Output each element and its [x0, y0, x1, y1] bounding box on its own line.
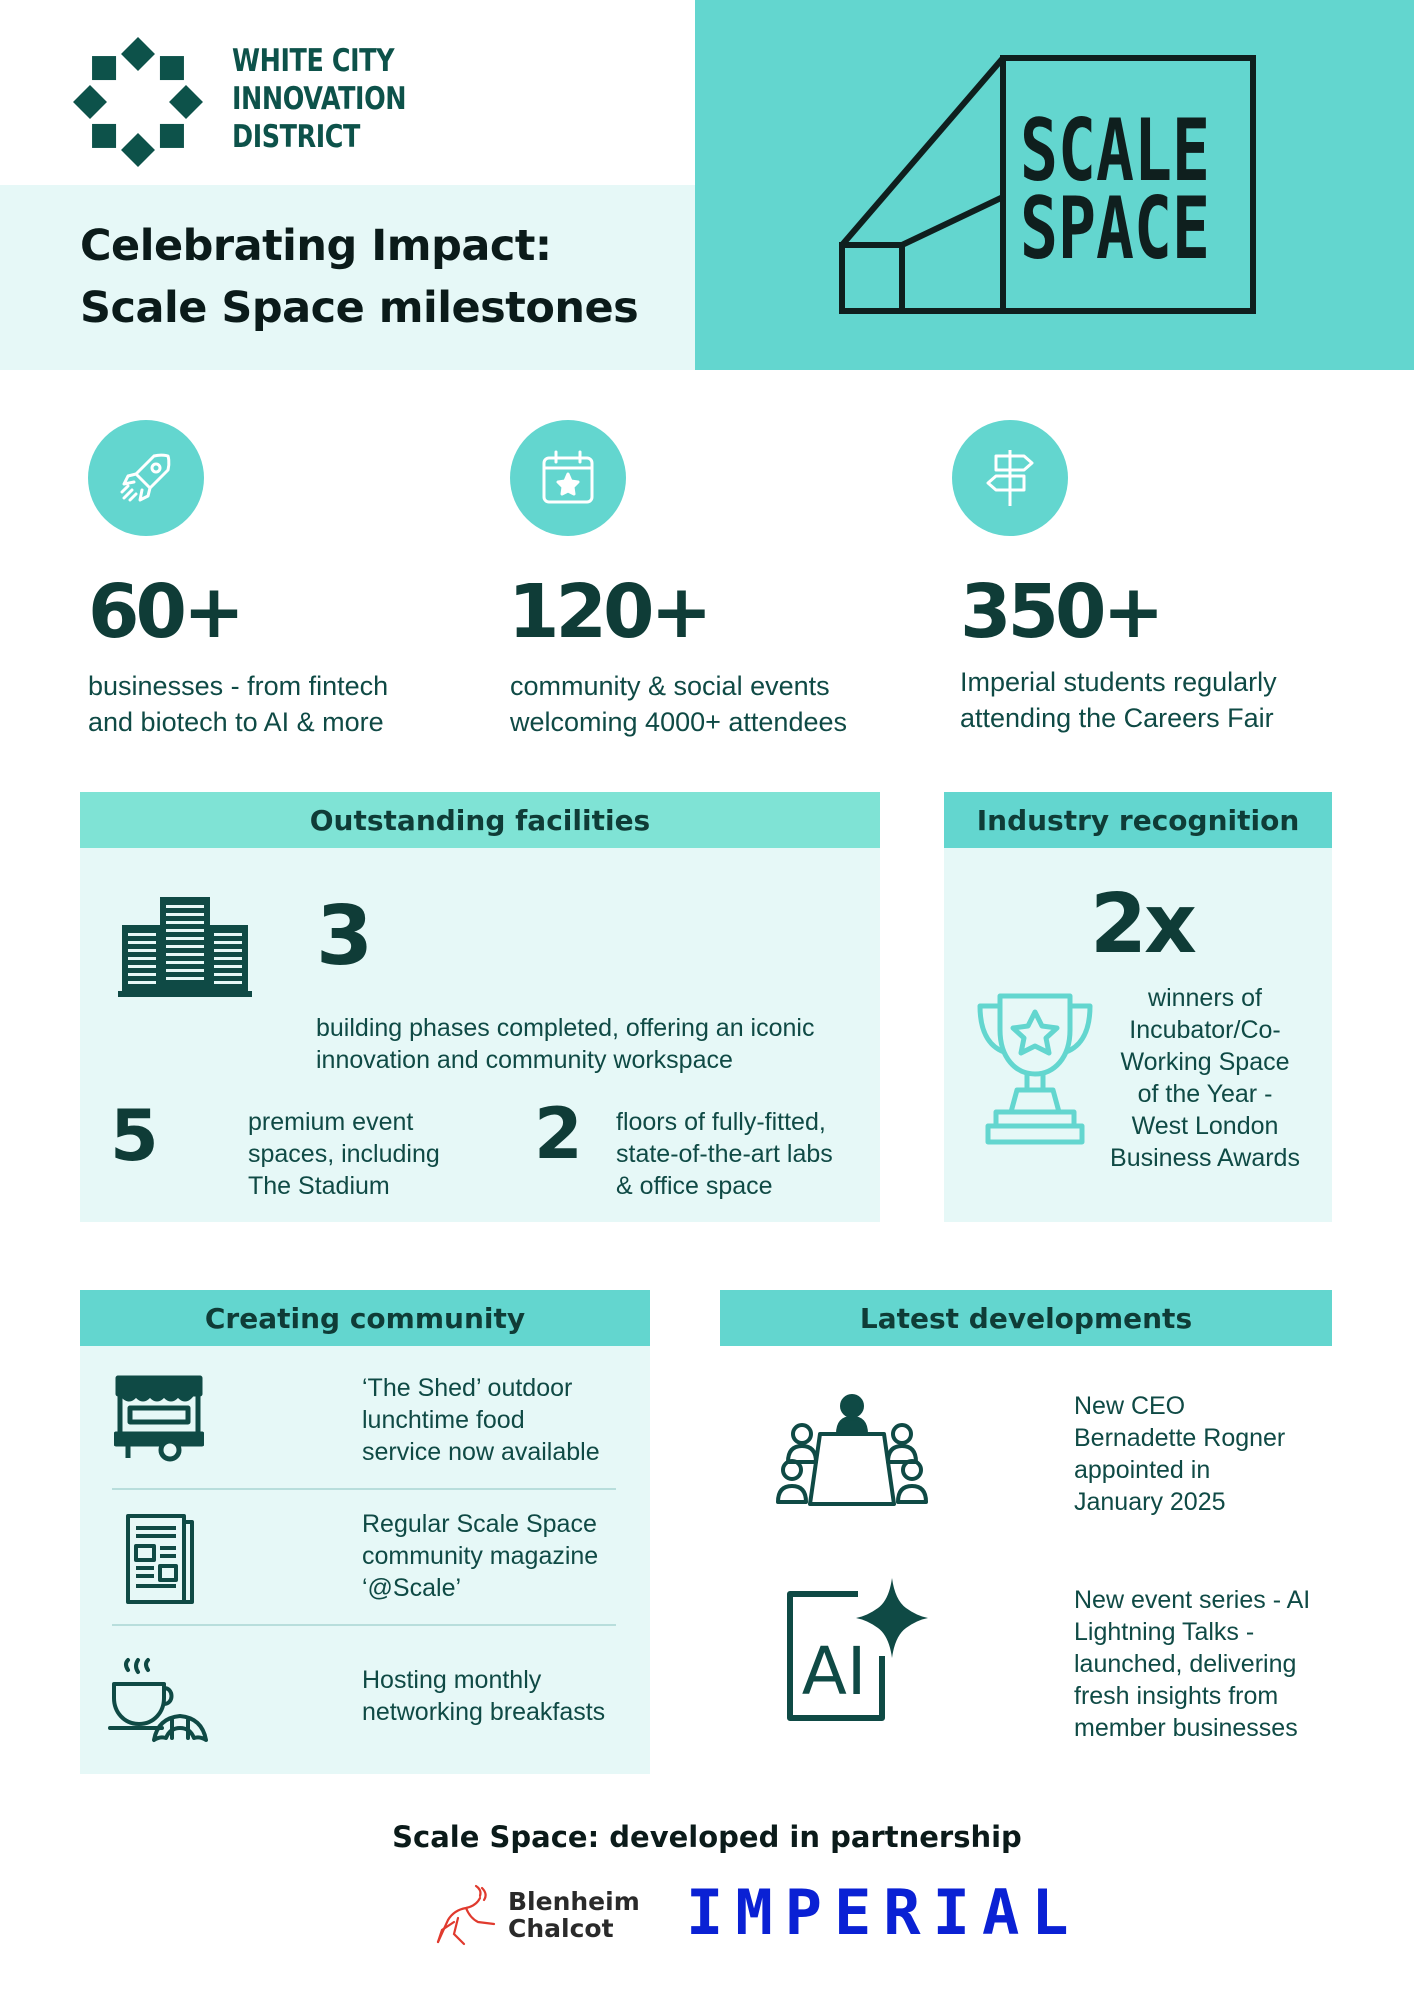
- stat-icon-circle: [510, 420, 626, 536]
- desc-line: New CEO: [1074, 1392, 1186, 1420]
- scale-space-line: SPACE: [1020, 179, 1210, 279]
- stat-description: [88, 668, 388, 740]
- scale-space-logo: [830, 52, 1260, 322]
- recognition-number: 2x: [1090, 877, 1194, 972]
- desc-line: networking breakfasts: [362, 1698, 606, 1726]
- desc-line: launched, delivering: [1074, 1650, 1297, 1678]
- desc-line: January 2025: [1074, 1488, 1226, 1516]
- calendar-star-icon: [536, 446, 600, 510]
- rocket-icon: [114, 446, 178, 510]
- footer-title: Scale Space: developed in partnership: [392, 1820, 1022, 1854]
- desc-line: New event series - AI: [1074, 1586, 1311, 1614]
- desc-line: Incubator/Co-: [1129, 1016, 1281, 1044]
- desc-line: floors of fully-fitted,: [616, 1108, 826, 1136]
- title-line: Celebrating Impact:: [80, 221, 552, 271]
- desc-line: of the Year -: [1137, 1080, 1273, 1108]
- desc-line: appointed in: [1074, 1456, 1211, 1484]
- stat-number: 60+: [88, 569, 241, 655]
- stat-number: 120+: [508, 569, 709, 655]
- stat-desc-line: businesses - from fintech: [88, 671, 389, 701]
- development-item-text: [1074, 1584, 1310, 1744]
- gazelle-logo-icon: [436, 1882, 500, 1948]
- facilities-left-number: 5: [110, 1095, 159, 1177]
- facilities-heading: Outstanding facilities: [80, 792, 880, 848]
- wcid-logo-text: [232, 42, 406, 156]
- desc-line: lunchtime food: [362, 1406, 525, 1434]
- desc-line: Bernadette Rogner: [1074, 1424, 1286, 1452]
- imperial-logo: IMPERIAL: [686, 1876, 1081, 1949]
- coffee-croissant-icon: [108, 1656, 212, 1748]
- partner-line: Chalcot: [508, 1914, 614, 1943]
- ai-sparkle-icon: [782, 1576, 930, 1726]
- desc-line: building phases completed, offering an iconic: [316, 1014, 815, 1042]
- buildings-icon: [118, 895, 252, 999]
- title-line: Scale Space milestones: [80, 283, 639, 333]
- facilities-right-number: 2: [534, 1093, 583, 1175]
- ai-icon-text: AI: [801, 1633, 867, 1710]
- desc-line: ‘The Shed’ outdoor: [362, 1374, 573, 1402]
- community-item-text: [362, 1508, 598, 1604]
- stat-number: 350+: [960, 569, 1161, 655]
- desc-line: ‘@Scale’: [362, 1574, 462, 1602]
- wcid-logo-icon: [72, 36, 204, 168]
- magazine-icon: [124, 1512, 196, 1606]
- page-title: [80, 215, 638, 339]
- stat-desc-line: welcoming 4000+ attendees: [510, 707, 847, 737]
- desc-line: Hosting monthly: [362, 1666, 542, 1694]
- facilities-right-desc: [616, 1106, 833, 1202]
- stat-desc-line: and biotech to AI & more: [88, 707, 384, 737]
- stat-description: [510, 668, 847, 740]
- blenheim-chalcot-logo: [508, 1888, 640, 1942]
- divider: [112, 1624, 616, 1626]
- facilities-main-desc: [316, 1012, 856, 1076]
- partner-line: Blenheim: [508, 1887, 640, 1916]
- facilities-left-desc: [248, 1106, 440, 1202]
- desc-line: Working Space: [1120, 1048, 1290, 1076]
- desc-line: service now available: [362, 1438, 600, 1466]
- developments-heading: Latest developments: [720, 1290, 1332, 1346]
- logo-line: INNOVATION: [232, 81, 407, 117]
- community-item-text: [362, 1372, 600, 1468]
- recognition-heading: Industry recognition: [944, 792, 1332, 848]
- scale-space-line: SCALE: [1020, 101, 1210, 201]
- stat-icon-circle: [952, 420, 1068, 536]
- desc-line: spaces, including: [248, 1140, 440, 1168]
- divider: [112, 1488, 616, 1490]
- stat-desc-line: attending the Careers Fair: [960, 703, 1274, 733]
- stat-desc-line: Imperial students regularly: [960, 667, 1277, 697]
- desc-line: & office space: [616, 1172, 773, 1200]
- community-item-text: [362, 1664, 605, 1728]
- desc-line: West London: [1131, 1112, 1279, 1140]
- stat-icon-circle: [88, 420, 204, 536]
- desc-line: community magazine: [362, 1542, 599, 1570]
- desc-line: fresh insights from: [1074, 1682, 1279, 1710]
- desc-line: state-of-the-art labs: [616, 1140, 833, 1168]
- logo-line: DISTRICT: [232, 119, 360, 155]
- desc-line: premium event: [248, 1108, 414, 1136]
- recognition-desc: [1090, 982, 1320, 1174]
- stat-description: [960, 664, 1277, 736]
- trophy-icon: [972, 990, 1098, 1158]
- desc-line: The Stadium: [248, 1172, 390, 1200]
- desc-line: Lightning Talks -: [1074, 1618, 1255, 1646]
- logo-line: WHITE CITY: [232, 43, 395, 79]
- development-item-text: [1074, 1390, 1285, 1518]
- desc-line: winners of: [1148, 984, 1262, 1012]
- desc-line: innovation and community workspace: [316, 1046, 733, 1074]
- facilities-main-number: 3: [316, 889, 371, 984]
- desc-line: Business Awards: [1110, 1144, 1300, 1172]
- signpost-icon: [978, 446, 1042, 510]
- community-heading: Creating community: [80, 1290, 650, 1346]
- desc-line: member businesses: [1074, 1714, 1298, 1742]
- boardroom-icon: [776, 1390, 928, 1508]
- food-cart-icon: [114, 1374, 204, 1462]
- desc-line: Regular Scale Space: [362, 1510, 597, 1538]
- stat-desc-line: community & social events: [510, 671, 830, 701]
